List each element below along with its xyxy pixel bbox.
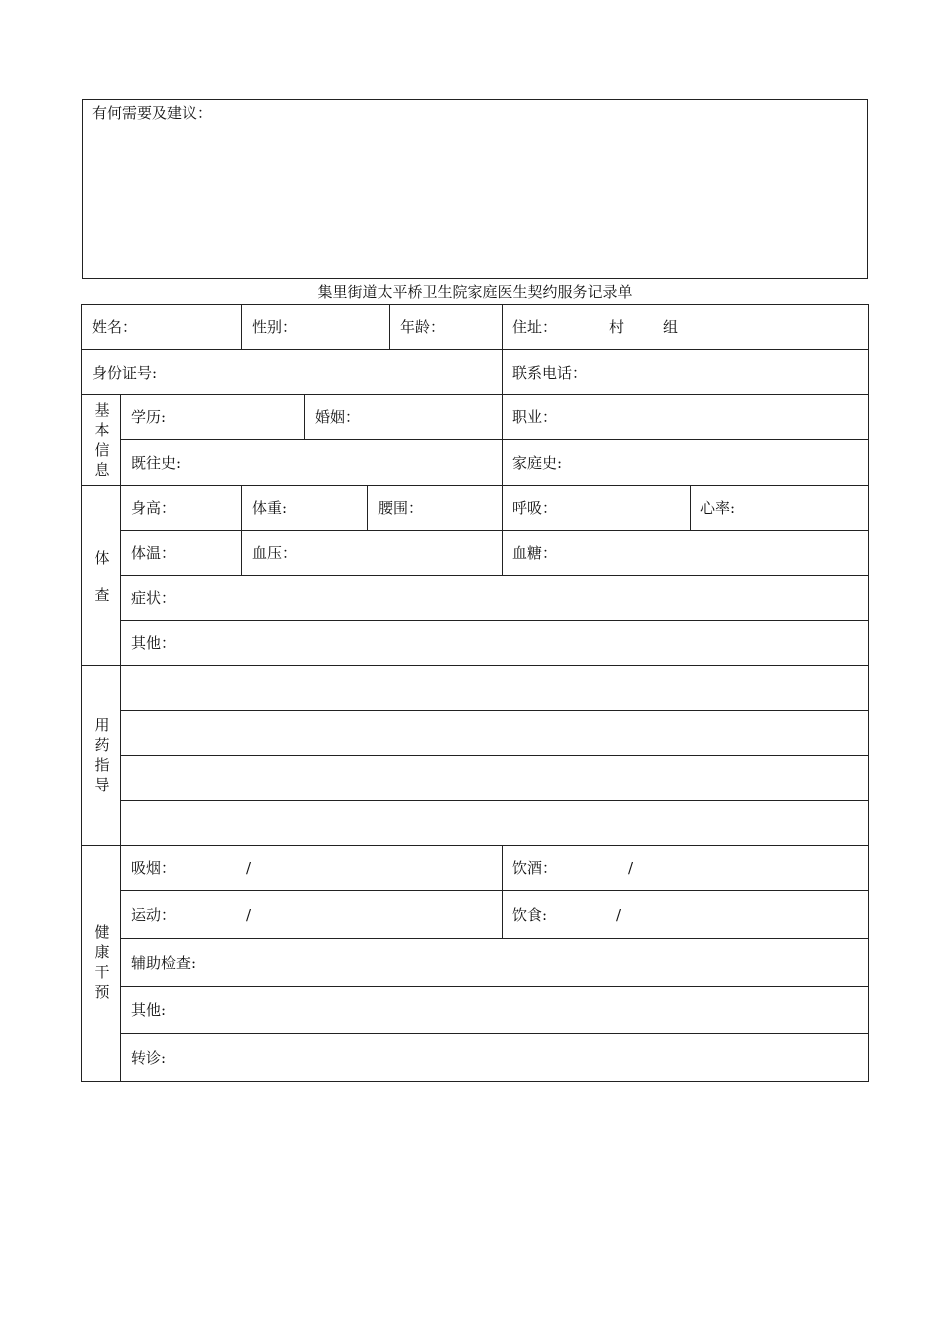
col-divider [502,485,503,530]
col-divider [367,485,368,530]
heart-rate-field[interactable]: 心率: [700,499,736,517]
col-divider [502,349,503,394]
exam-other-field[interactable]: 其他： [131,634,177,652]
row-divider [120,1033,869,1034]
intervention-section-label: 健康干预 [94,923,110,1001]
col-divider [502,530,503,575]
col-divider [502,845,503,938]
drinking-slash: / [628,859,634,877]
exercise-field[interactable]: 运动： [131,906,177,924]
group-label: 组 [663,318,679,336]
aux-exam-field[interactable]: 辅助检查: [131,954,197,972]
physical-exam-section-label-2: 查 [94,586,110,604]
village-label: 村 [609,318,625,336]
row-divider [120,938,869,939]
row-divider [120,575,869,576]
occupation-field[interactable]: 职业： [512,408,558,426]
row-divider [81,349,869,350]
phone-field[interactable]: 联系电话： [512,364,588,382]
respiration-field[interactable]: 呼吸： [512,499,558,517]
diet-field[interactable]: 饮食: [512,906,548,924]
row-divider [81,845,869,846]
row-divider [81,485,869,486]
col-divider [241,304,242,349]
row-divider [120,890,869,891]
age-field[interactable]: 年龄： [400,318,446,336]
row-divider [120,620,869,621]
blood-pressure-field[interactable]: 血压： [252,544,298,562]
col-divider [502,394,503,439]
gender-field[interactable]: 性别： [252,318,298,336]
medication-line-1[interactable] [121,666,868,710]
intervention-other-field[interactable]: 其他: [131,1001,167,1019]
physical-exam-section-label-1: 体 [94,549,110,567]
col-divider [690,485,691,530]
smoking-field[interactable]: 吸烟： [131,859,177,877]
referral-field[interactable]: 转诊: [131,1049,167,1067]
suggestion-label: 有何需要及建议： [92,104,213,122]
row-divider [120,986,869,987]
weight-field[interactable]: 体重: [252,499,288,517]
row-divider [120,439,869,440]
form-title: 集里街道太平桥卫生院家庭医生契约服务记录单 [317,283,633,301]
col-divider [304,394,305,439]
address-field[interactable]: 住址： [512,318,558,336]
symptoms-field[interactable]: 症状： [131,589,177,607]
row-divider [120,530,869,531]
medication-line-2[interactable] [121,711,868,755]
family-history-field[interactable]: 家庭史: [512,454,563,472]
drinking-field[interactable]: 饮酒： [512,859,558,877]
row-divider [81,394,869,395]
col-divider [241,530,242,575]
col-divider [389,304,390,349]
col-divider [502,439,503,485]
temperature-field[interactable]: 体温： [131,544,177,562]
col-divider [241,485,242,530]
col-divider [502,304,503,349]
past-history-field[interactable]: 既往史: [131,454,182,472]
medication-line-4[interactable] [121,801,868,845]
blood-sugar-field[interactable]: 血糖： [512,544,558,562]
diet-slash: / [616,906,622,924]
id-number-field[interactable]: 身份证号: [92,364,158,382]
height-field[interactable]: 身高： [131,499,177,517]
waist-field[interactable]: 腰围： [378,499,424,517]
smoking-slash: / [246,859,252,877]
medication-line-3[interactable] [121,756,868,800]
suggestion-box[interactable] [82,99,868,279]
basic-info-section-label: 基本信息 [94,401,110,479]
medication-section-label: 用药指导 [94,716,110,794]
exercise-slash: / [246,906,252,924]
marriage-field[interactable]: 婚姻： [315,408,361,426]
name-field[interactable]: 姓名： [92,318,138,336]
education-field[interactable]: 学历: [131,408,167,426]
